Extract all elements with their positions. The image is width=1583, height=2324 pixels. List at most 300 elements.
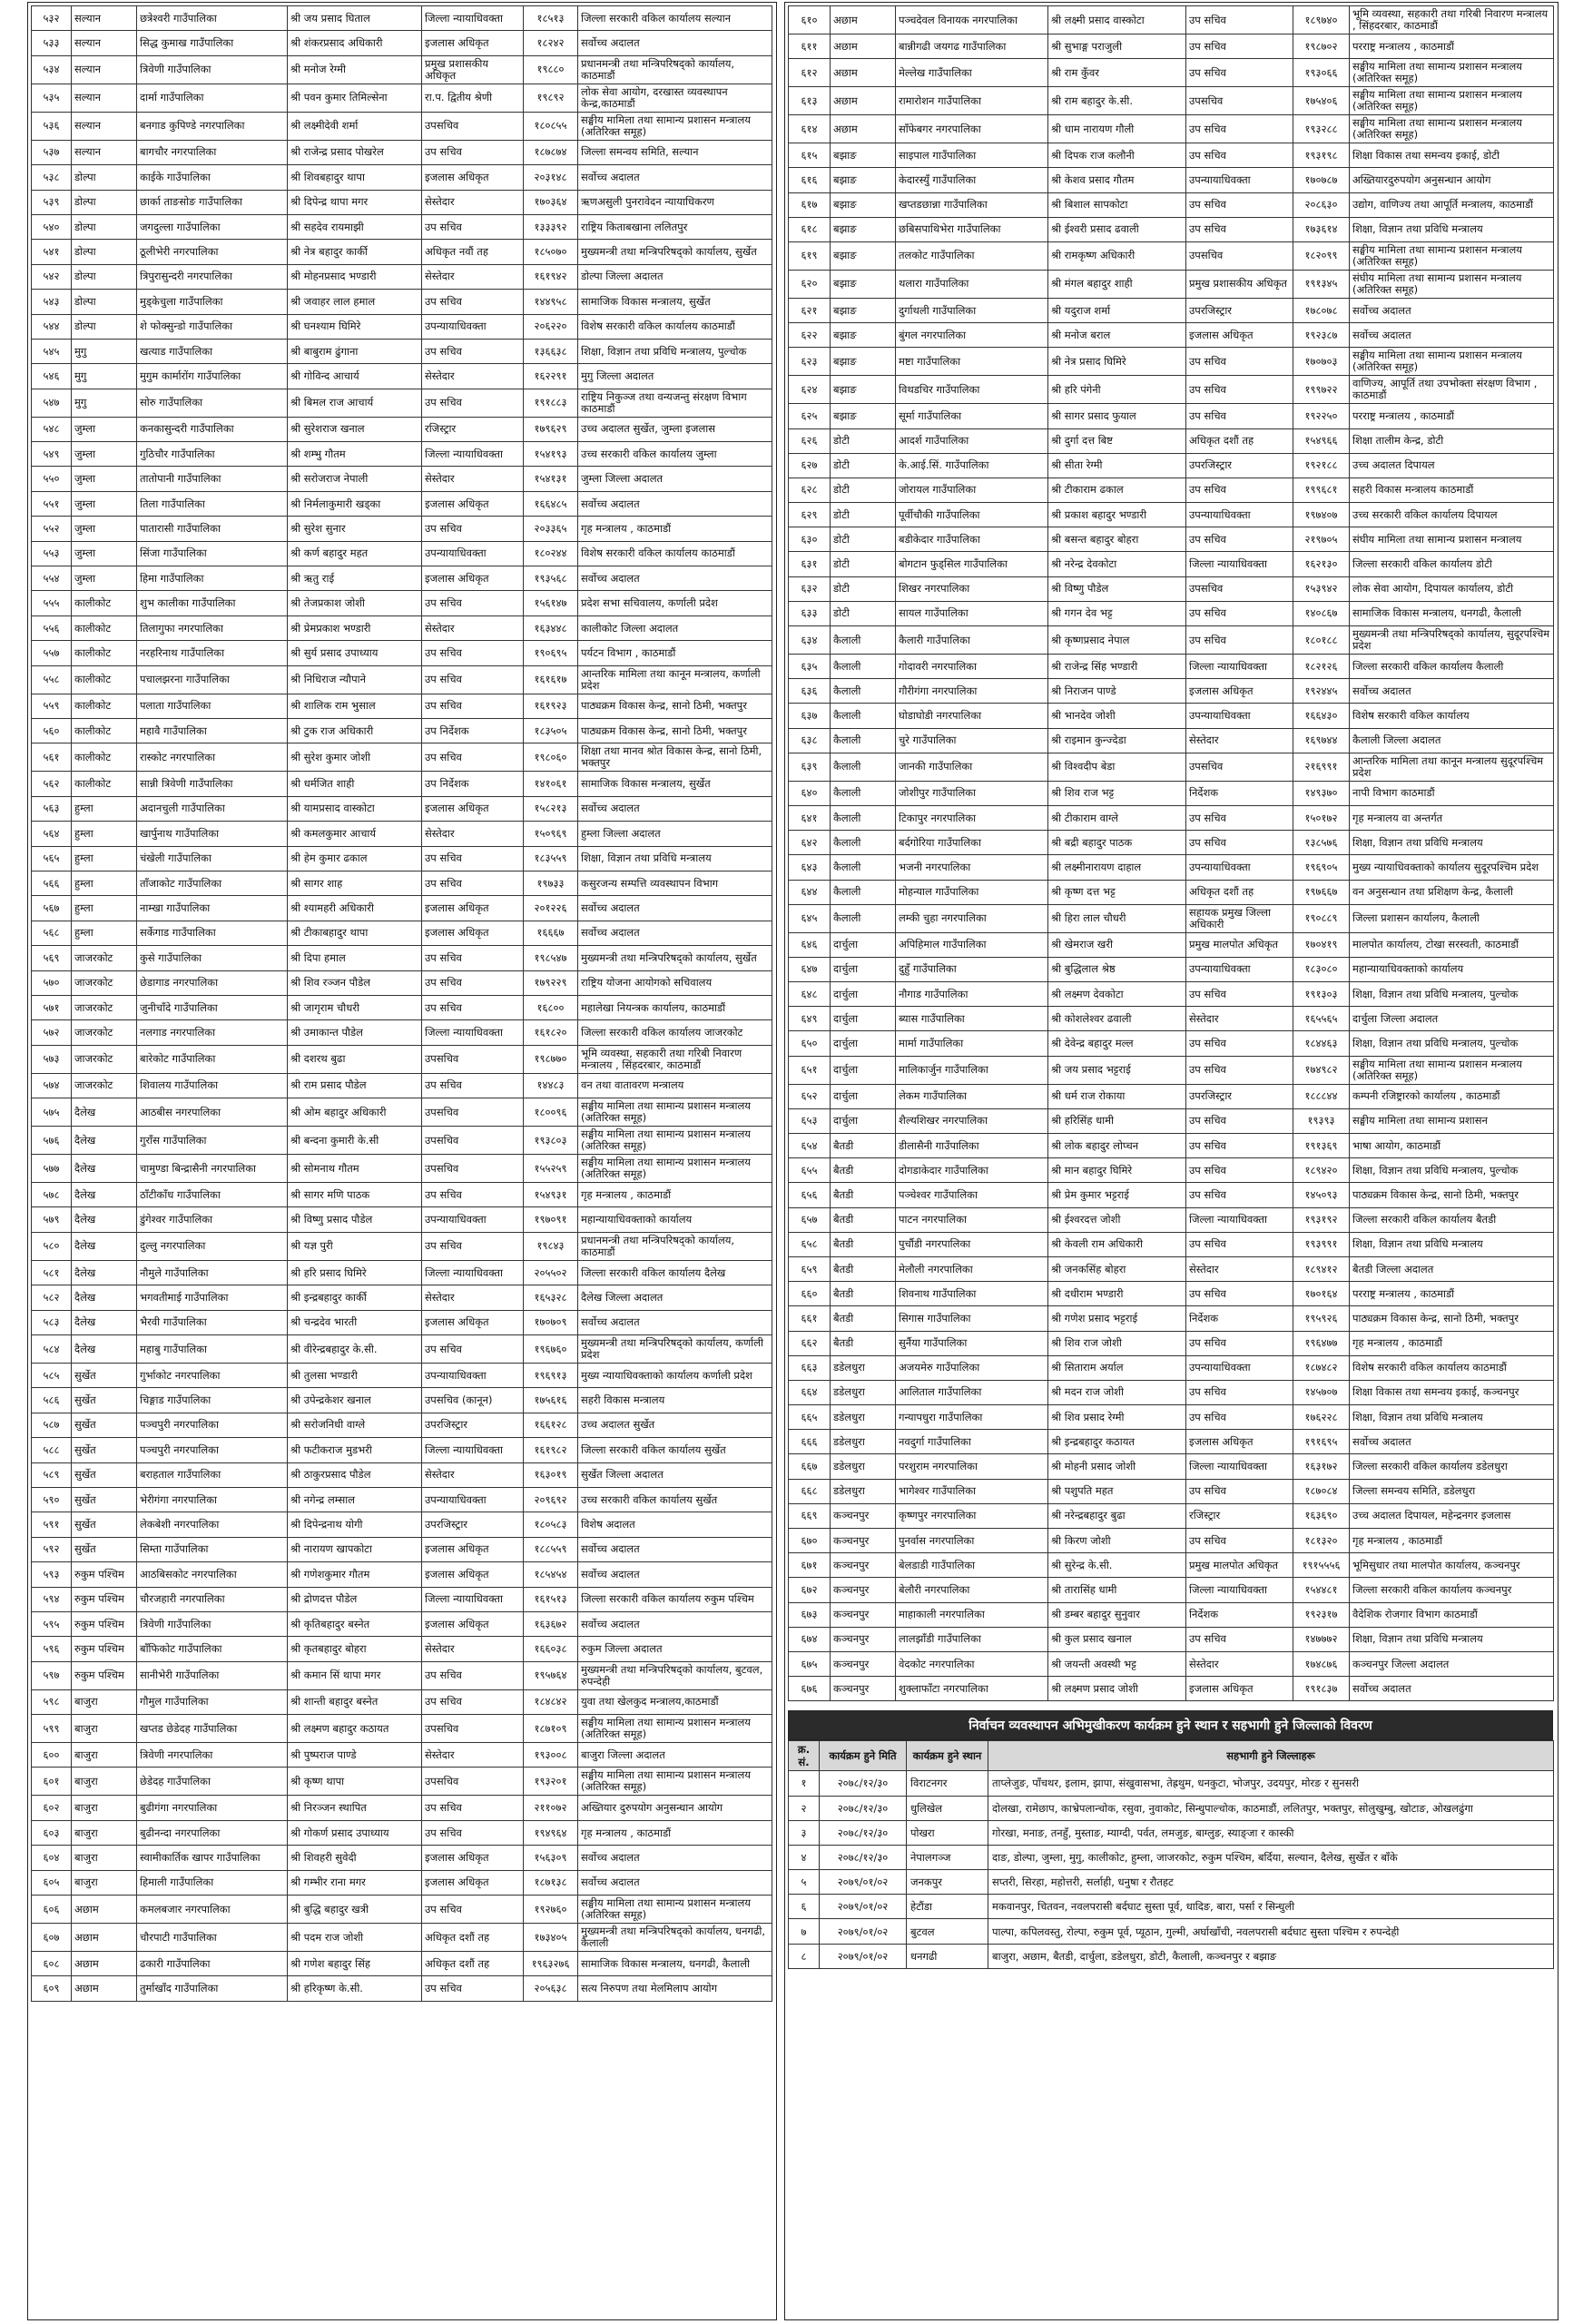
- serial-number-cell: ५६१: [32, 743, 72, 772]
- municipality-cell: लेकबेशी नगरपालिका: [137, 1512, 288, 1537]
- designation-cell: उप सचिव: [1186, 1282, 1293, 1306]
- office-cell: वाणिज्य, आपूर्ति तथा उपभोक्ता संरक्षण विभाग , काठमाडौं: [1350, 376, 1554, 404]
- municipality-cell: बाँफिकोट गाउँपालिका: [137, 1637, 288, 1661]
- serial-number-cell: ५७७: [32, 1155, 72, 1183]
- table-row: [32, 1661, 772, 1689]
- designation-cell: उप सचिव: [1186, 1529, 1293, 1553]
- serial-number-cell: ६६२: [789, 1331, 831, 1355]
- code-cell: १८७८७४: [524, 140, 578, 164]
- office-cell: वन अनुसन्धान तथा प्रशिक्षण केन्द्र, कैलाली: [1350, 880, 1554, 904]
- official-name-cell: श्री बुद्धिलाल श्रेष्ठ: [1048, 957, 1186, 981]
- office-cell: महालेखा नियन्त्रक कार्यालय, काठमाडौं: [578, 995, 772, 1019]
- district-cell: बैतडी: [831, 1256, 896, 1281]
- municipality-cell: जुनीचाँदे गाउँपालिका: [137, 995, 288, 1019]
- serial-number-cell: ५३४: [32, 55, 72, 84]
- code-cell: १९३९३: [1293, 1108, 1350, 1133]
- municipality-cell: डुंगेश्वर गाउँपालिका: [137, 1207, 288, 1232]
- district-cell: जाजरकोट: [72, 995, 137, 1019]
- municipality-cell: मष्टा गाउँपालिका: [896, 348, 1048, 376]
- serial-number-cell: ६६६: [789, 1430, 831, 1454]
- code-cell: १५०९६९: [524, 822, 578, 846]
- office-cell: शिक्षा, विज्ञान तथा प्रविधि मन्त्रालय: [1350, 217, 1554, 241]
- district-cell: दार्चुला: [831, 1108, 896, 1133]
- table-row: [32, 31, 772, 55]
- table-row: [32, 772, 772, 796]
- serial-number-cell: ५८०: [32, 1232, 72, 1260]
- summary-districts-cell: सप्तरी, सिरहा, महोत्तरी, सर्लाही, धनुषा र रौतहट: [988, 1870, 1554, 1895]
- code-cell: १६५३२८: [524, 1285, 578, 1310]
- municipality-cell: भजनी नगरपालिका: [896, 855, 1048, 880]
- municipality-cell: सर्केगाड गाउँपालिका: [137, 921, 288, 945]
- code-cell: १८७१३८: [524, 1870, 578, 1895]
- summary-districts-cell: दाङ, डोल्पा, जुम्ला, मुगु, कालीकोट, हुम्ला, जाजरकोट, रुकुम पश्चिम, बर्दिया, सल्यान, दैलेख, सुर्खेत र बाँके: [988, 1845, 1554, 1869]
- official-name-cell: श्री केवली राम अधिकारी: [1048, 1232, 1186, 1256]
- district-cell: हुम्ला: [72, 822, 137, 846]
- code-cell: १६२२९१: [524, 364, 578, 389]
- district-cell: कञ्चनपुर: [831, 1553, 896, 1578]
- municipality-cell: जानकी गाउँपालिका: [896, 753, 1048, 781]
- summary-sn-cell: ८: [789, 1944, 820, 1968]
- office-cell: सङ्घीय मामिला तथा सामान्य प्रशासन मन्त्रालय (अतिरिक्त समूह): [578, 1155, 772, 1183]
- serial-number-cell: ६५७: [789, 1207, 831, 1232]
- municipality-cell: आठबिसकोट नगरपालिका: [137, 1562, 288, 1587]
- summary-districts-cell: मकवानपुर, चितवन, नवलपरासी बर्दघाट सुस्ता पूर्व, धादिङ, बारा, पर्सा र सिन्धुली: [988, 1895, 1554, 1919]
- office-cell: गृह मन्त्रालय , काठमाडौं: [578, 1183, 772, 1207]
- code-cell: १६१५१३: [524, 1587, 578, 1611]
- table-row: [32, 1796, 772, 1820]
- district-cell: जुम्ला: [72, 467, 137, 491]
- summary-sn-cell: ३: [789, 1820, 820, 1845]
- municipality-cell: पूर्वीचौकी गाउँपालिका: [896, 503, 1048, 527]
- table-row: [789, 753, 1554, 781]
- municipality-cell: शिवालय गाउँपालिका: [137, 1073, 288, 1098]
- table-row: [32, 314, 772, 339]
- serial-number-cell: ६२२: [789, 323, 831, 348]
- municipality-cell: अदानचुली गाउँपालिका: [137, 796, 288, 821]
- designation-cell: उप सचिव: [1186, 376, 1293, 404]
- serial-number-cell: ५५३: [32, 541, 72, 566]
- district-cell: बझाङ: [831, 376, 896, 404]
- official-name-cell: श्री बिशाल सापकोटा: [1048, 192, 1186, 217]
- district-cell: कैलाली: [831, 753, 896, 781]
- table-row: [32, 1820, 772, 1845]
- designation-cell: उप सचिव: [1186, 1134, 1293, 1158]
- office-cell: शिक्षा, विज्ञान तथा प्रविधि मन्त्रालय: [578, 846, 772, 871]
- designation-cell: निर्देशक: [1186, 1306, 1293, 1331]
- municipality-cell: ब्यास गाउँपालिका: [896, 1007, 1048, 1031]
- designation-cell: इजलास अधिकृत: [1186, 323, 1293, 348]
- code-cell: १९८७७०: [524, 1045, 578, 1073]
- office-cell: सङ्घीय मामिला तथा सामान्य प्रशासन मन्त्रालय (अतिरिक्त समूह): [578, 1715, 772, 1743]
- serial-number-cell: ६१३: [789, 87, 831, 115]
- office-cell: मुख्यमन्त्री तथा मन्त्रिपरिषद्को कार्यालय, सुर्खेत: [578, 946, 772, 970]
- designation-cell: इजलास अधिकृत: [422, 491, 524, 516]
- serial-number-cell: ६४६: [789, 932, 831, 957]
- official-name-cell: श्री लक्ष्मी प्रसाद वास्कोटा: [1048, 6, 1186, 34]
- designation-cell: उप सचिव: [422, 517, 524, 541]
- municipality-cell: लेकम गाउँपालिका: [896, 1084, 1048, 1108]
- official-name-cell: श्री देवेन्द्र बहादुर मल्ल: [1048, 1031, 1186, 1056]
- district-cell: दार्चुला: [831, 1084, 896, 1108]
- official-name-cell: श्री सीता रेग्मी: [1048, 453, 1186, 478]
- code-cell: १८५०७०: [524, 240, 578, 264]
- district-cell: कालीकोट: [72, 772, 137, 796]
- office-cell: दैलेख जिल्ला अदालत: [578, 1285, 772, 1310]
- district-cell: दार्चुला: [831, 1031, 896, 1056]
- municipality-cell: कैलारी गाउँपालिका: [896, 626, 1048, 655]
- summary-header-row: [789, 1741, 1554, 1771]
- serial-number-cell: ५८५: [32, 1364, 72, 1388]
- code-cell: १८४४६३: [1293, 1031, 1350, 1056]
- official-name-cell: श्री पवन कुमार तिमिल्सेना: [288, 84, 422, 112]
- office-cell: सङ्घीय मामिला तथा सामान्य प्रशासन मन्त्रालय (अतिरिक्त समूह): [578, 1768, 772, 1796]
- office-cell: राष्ट्रिय किताबखाना ललितपुर: [578, 214, 772, 239]
- designation-cell: इजलास अधिकृत: [422, 1611, 524, 1636]
- designation-cell: सेस्तेदार: [422, 1743, 524, 1768]
- official-name-cell: श्री गणेश प्रसाद भट्टराई: [1048, 1306, 1186, 1331]
- designation-cell: उपरजिस्ट्रार: [422, 1512, 524, 1537]
- municipality-cell: आलिताल गाउँपालिका: [896, 1380, 1048, 1404]
- serial-number-cell: ६३६: [789, 679, 831, 704]
- district-cell: सल्यान: [72, 6, 137, 31]
- table-row: [789, 376, 1554, 404]
- table-row: [789, 679, 1554, 704]
- summary-districts-cell: बाजुरा, अछाम, बैतडी, दार्चुला, डडेलधुरा, डोटी, कैलाली, कञ्चनपुर र बझाङ: [988, 1944, 1554, 1968]
- serial-number-cell: ५७१: [32, 995, 72, 1019]
- table-row: [32, 1155, 772, 1183]
- designation-cell: उपसचिव: [422, 1155, 524, 1183]
- table-row: [789, 1553, 1554, 1578]
- district-cell: बाजुरा: [72, 1743, 137, 1768]
- code-cell: १९१३०३: [1293, 982, 1350, 1007]
- official-name-cell: श्री केशव प्रसाद गौतम: [1048, 168, 1186, 192]
- code-cell: १६८००: [524, 995, 578, 1019]
- designation-cell: उपन्यायाधिवक्ता: [422, 1487, 524, 1512]
- table-row: [32, 1689, 772, 1714]
- designation-cell: उपसचिव: [422, 1127, 524, 1155]
- code-cell: १५४४८१: [1293, 1578, 1350, 1602]
- designation-cell: अधिकृत नवौं तह: [422, 240, 524, 264]
- code-cell: १५४९३१: [524, 1183, 578, 1207]
- serial-number-cell: ५३७: [32, 140, 72, 164]
- code-cell: १७९२२९: [524, 970, 578, 995]
- table-row: [32, 846, 772, 871]
- serial-number-cell: ६४७: [789, 957, 831, 981]
- code-cell: १६६०३८: [524, 1637, 578, 1661]
- designation-cell: उप सचिव: [1186, 217, 1293, 241]
- municipality-cell: परशुराम नगरपालिका: [896, 1454, 1048, 1479]
- official-name-cell: श्री निधिराज न्यौपाने: [288, 665, 422, 694]
- official-name-cell: श्री मोहनप्रसाद भण्डारी: [288, 264, 422, 289]
- office-cell: भूमि व्यवस्था, सहकारी तथा गरिबी निवारण मन्त्रालय , सिंहदरबार, काठमाडौं: [1350, 6, 1554, 34]
- table-row: [32, 190, 772, 214]
- district-cell: दैलेख: [72, 1260, 137, 1285]
- official-name-cell: श्री प्रेमप्रकाश भण्डारी: [288, 615, 422, 640]
- designation-cell: उप सचिव: [422, 1820, 524, 1845]
- serial-number-cell: ६६९: [789, 1503, 831, 1528]
- table-row: [789, 453, 1554, 478]
- official-name-cell: श्री गगन देव भट्ट: [1048, 601, 1186, 625]
- municipality-cell: सिद्ध कुमाख गाउँपालिका: [137, 31, 288, 55]
- office-cell: ऋणअसुली पुनरावेदन न्यायाधिकरण: [578, 190, 772, 214]
- table-row: [789, 1007, 1554, 1031]
- office-cell: सर्वोच्च अदालत: [578, 796, 772, 821]
- office-cell: सर्वोच्च अदालत: [578, 1537, 772, 1561]
- code-cell: १९३१९८: [1293, 143, 1350, 168]
- official-name-cell: श्री बाबुराम ढुंगाना: [288, 339, 422, 363]
- official-name-cell: श्री जयन्ती अवस्थी भट्ट: [1048, 1651, 1186, 1676]
- official-name-cell: श्री जय प्रसाद भट्टराई: [1048, 1056, 1186, 1084]
- district-cell: डोटी: [831, 428, 896, 453]
- municipality-cell: माहाकाली नगरपालिका: [896, 1602, 1048, 1627]
- district-cell: दार्चुला: [831, 1007, 896, 1031]
- municipality-cell: तिला गाउँपालिका: [137, 491, 288, 516]
- office-cell: जिल्ला सरकारी वकिल कार्यालय जाजरकोट: [578, 1020, 772, 1045]
- office-cell: बैतडी जिल्ला अदालत: [1350, 1256, 1554, 1281]
- district-cell: डोल्पा: [72, 290, 137, 314]
- designation-cell: उप सचिव: [422, 214, 524, 239]
- official-name-cell: श्री नगेन्द्र लम्साल: [288, 1487, 422, 1512]
- office-cell: उच्च अदालत सुर्खेत: [578, 1413, 772, 1437]
- code-cell: १५४९६६: [1293, 428, 1350, 453]
- municipality-cell: बराहताल गाउँपालिका: [137, 1462, 288, 1487]
- code-cell: १७०७८७: [1293, 168, 1350, 192]
- code-cell: १७०४१९: [1293, 932, 1350, 957]
- serial-number-cell: ६४२: [789, 831, 831, 855]
- table-row: [32, 6, 772, 31]
- district-cell: जुम्ला: [72, 417, 137, 441]
- table-row: [789, 1578, 1554, 1602]
- code-cell: १५३९४२: [1293, 576, 1350, 601]
- municipality-cell: बेलौरी नगरपालिका: [896, 1578, 1048, 1602]
- district-cell: डडेलधुरा: [831, 1454, 896, 1479]
- district-cell: जुम्ला: [72, 541, 137, 566]
- office-cell: मुख्यमन्त्री तथा मन्त्रिपरिषद्को कार्यालय, सुर्खेत: [578, 240, 772, 264]
- district-cell: सल्यान: [72, 84, 137, 112]
- designation-cell: सेस्तेदार: [422, 1285, 524, 1310]
- municipality-cell: सिगास गाउँपालिका: [896, 1306, 1048, 1331]
- official-name-cell: श्री सुरेश सुनार: [288, 517, 422, 541]
- official-name-cell: श्री मनोज रेग्मी: [288, 55, 422, 84]
- serial-number-cell: ५५८: [32, 665, 72, 694]
- table-row: [789, 1627, 1554, 1651]
- table-row: [32, 240, 772, 264]
- code-cell: १६६४८५: [524, 491, 578, 516]
- district-cell: डडेलधुरा: [831, 1479, 896, 1503]
- serial-number-cell: ५६२: [32, 772, 72, 796]
- code-cell: १९८७०२: [1293, 34, 1350, 59]
- district-cell: कैलाली: [831, 655, 896, 679]
- office-cell: उच्च सरकारी वकिल कार्यालय जुम्ला: [578, 442, 772, 467]
- official-name-cell: श्री कमलकुमार आचार्य: [288, 822, 422, 846]
- serial-number-cell: ५३२: [32, 6, 72, 31]
- designation-cell: इजलास अधिकृत: [1186, 1677, 1293, 1701]
- designation-cell: उप सचिव: [1186, 192, 1293, 217]
- district-cell: दैलेख: [72, 1127, 137, 1155]
- official-name-cell: श्री दिपक राज कलौनी: [1048, 143, 1186, 168]
- district-cell: सुर्खेत: [72, 1462, 137, 1487]
- designation-cell: उप सचिव: [1186, 831, 1293, 855]
- official-name-cell: श्री हरि पंगेनी: [1048, 376, 1186, 404]
- municipality-cell: पलाता गाउँपालिका: [137, 694, 288, 718]
- office-cell: सामाजिक विकास मन्त्रालय, धनगढी, कैलाली: [1350, 601, 1554, 625]
- municipality-cell: बनगाड कुपिण्डे नगरपालिका: [137, 112, 288, 140]
- code-cell: १९५९२६: [1293, 1306, 1350, 1331]
- code-cell: १८०२४४: [524, 541, 578, 566]
- official-name-cell: श्री प्रकाश बहादुर भण्डारी: [1048, 503, 1186, 527]
- office-cell: जिल्ला सरकारी वकिल कार्यालय कैलाली: [1350, 655, 1554, 679]
- official-name-cell: श्री सुर्य प्रसाद उपाध्याय: [288, 641, 422, 665]
- municipality-cell: जोरायल गाउँपालिका: [896, 478, 1048, 502]
- municipality-cell: भेरीगंगा नगरपालिका: [137, 1487, 288, 1512]
- designation-cell: सेस्तेदार: [422, 190, 524, 214]
- municipality-cell: पञ्चपुरी नगरपालिका: [137, 1438, 288, 1462]
- official-name-cell: श्री राम बहादुर के.सी.: [1048, 87, 1186, 115]
- table-row: [32, 641, 772, 665]
- district-cell: बझाङ: [831, 404, 896, 428]
- serial-number-cell: ५७८: [32, 1183, 72, 1207]
- municipality-cell: गन्यापधुरा गाउँपालिका: [896, 1405, 1048, 1430]
- district-cell: कैलाली: [831, 728, 896, 753]
- summary-districts-cell: गोरखा, मनाङ, तनहुँ, मुस्ताङ, म्याग्दी, पर्वत, लमजुङ, बाग्लुङ, स्याङ्जा र कास्की: [988, 1820, 1554, 1845]
- official-name-cell: श्री राम कुँवर: [1048, 59, 1186, 87]
- designation-cell: उपरजिस्ट्रार: [422, 1413, 524, 1437]
- municipality-cell: पञ्चेश्वर गाउँपालिका: [896, 1183, 1048, 1207]
- municipality-cell: घोडाघोडी नगरपालिका: [896, 704, 1048, 728]
- municipality-cell: सुर्नैया गाउँपालिका: [896, 1331, 1048, 1355]
- official-name-cell: श्री फटीकराज मुडभरी: [288, 1438, 422, 1462]
- district-cell: कञ्चनपुर: [831, 1578, 896, 1602]
- official-name-cell: श्री सरोजराज नेपाली: [288, 467, 422, 491]
- code-cell: १९३०६६: [1293, 59, 1350, 87]
- official-name-cell: श्री मंगल बहादुर शाही: [1048, 270, 1186, 298]
- office-cell: पर्यटन विभाग , काठमाडौं: [578, 641, 772, 665]
- district-cell: जुम्ला: [72, 566, 137, 591]
- municipality-cell: सिम्ता गाउँपालिका: [137, 1537, 288, 1561]
- serial-number-cell: ६२८: [789, 478, 831, 502]
- municipality-cell: तातोपानी गाउँपालिका: [137, 467, 288, 491]
- municipality-cell: मुगुम कार्मारोंग गाउँपालिका: [137, 364, 288, 389]
- table-row: [789, 1405, 1554, 1430]
- office-cell: पाठ्यक्रम विकास केन्द्र, सानो ठिमी, भक्तपुर: [578, 718, 772, 743]
- serial-number-cell: ५७०: [32, 970, 72, 995]
- official-name-cell: श्री चन्द्रदेव भारती: [288, 1310, 422, 1334]
- official-name-cell: श्री दिपा हमाल: [288, 946, 422, 970]
- official-name-cell: श्री शिव रञ्जन पौडेल: [288, 970, 422, 995]
- municipality-cell: सोरु गाउँपालिका: [137, 389, 288, 417]
- serial-number-cell: ६५६: [789, 1183, 831, 1207]
- serial-number-cell: ६३१: [789, 552, 831, 576]
- municipality-cell: छबिसपाथिभेरा गाउँपालिका: [896, 217, 1048, 241]
- summary-row: [789, 1845, 1554, 1869]
- table-row: [32, 442, 772, 467]
- serial-number-cell: ६३२: [789, 576, 831, 601]
- designation-cell: उप सचिव: [422, 846, 524, 871]
- official-name-cell: श्री हिरा लाल चौधरी: [1048, 904, 1186, 932]
- designation-cell: उप सचिव: [422, 641, 524, 665]
- official-name-cell: श्री शिवहरी सुवेदी: [288, 1846, 422, 1870]
- designation-cell: उप सचिव: [422, 389, 524, 417]
- table-row: [32, 1611, 772, 1636]
- district-cell: बैतडी: [831, 1158, 896, 1183]
- official-name-cell: श्री कृष्ण थापा: [288, 1768, 422, 1796]
- district-cell: जुम्ला: [72, 491, 137, 516]
- office-cell: पाठ्यक्रम विकास केन्द्र, सानो ठिमी, भक्तपुर: [578, 694, 772, 718]
- official-name-cell: श्री यज्ञ पुरी: [288, 1232, 422, 1260]
- serial-number-cell: ६७४: [789, 1627, 831, 1651]
- code-cell: १७९६२९: [524, 417, 578, 441]
- serial-number-cell: ५९६: [32, 1637, 72, 1661]
- office-cell: अख्तियारदुरुपयोग अनुसन्धान आयोग: [1350, 168, 1554, 192]
- official-name-cell: श्री पुष्पराज पाण्डे: [288, 1743, 422, 1768]
- office-cell: गृह मन्त्रालय , काठमाडौं: [578, 1820, 772, 1845]
- district-cell: कालीकोट: [72, 665, 137, 694]
- office-cell: सर्वोच्च अदालत: [578, 1310, 772, 1334]
- official-name-cell: श्री खेमराज खरी: [1048, 932, 1186, 957]
- official-name-cell: श्री उपेन्द्रकेशर खनाल: [288, 1388, 422, 1413]
- official-name-cell: श्री नेत्र बहादुर कार्की: [288, 240, 422, 264]
- table-row: [789, 1306, 1554, 1331]
- official-name-cell: श्री श्यामहरी अधिकारी: [288, 896, 422, 921]
- code-cell: २०५६३८: [524, 1976, 578, 2001]
- code-cell: १८८८४४: [1293, 1084, 1350, 1108]
- district-cell: दैलेख: [72, 1285, 137, 1310]
- official-name-cell: श्री सुभाङ्ग पराजुली: [1048, 34, 1186, 59]
- municipality-cell: बेलडाडी गाउँपालिका: [896, 1553, 1048, 1578]
- table-row: [789, 655, 1554, 679]
- official-name-cell: श्री सागर शाह: [288, 871, 422, 895]
- district-cell: जाजरकोट: [72, 1073, 137, 1098]
- serial-number-cell: ६५९: [789, 1256, 831, 1281]
- municipality-cell: आठबीस नगरपालिका: [137, 1098, 288, 1127]
- serial-number-cell: ५४८: [32, 417, 72, 441]
- serial-number-cell: ६५२: [789, 1084, 831, 1108]
- district-cell: सुर्खेत: [72, 1413, 137, 1437]
- municipality-cell: नौमुले गाउँपालिका: [137, 1260, 288, 1285]
- code-cell: १५४१९३: [524, 442, 578, 467]
- table-row: [32, 1768, 772, 1796]
- municipality-cell: अपिहिमाल गाउँपालिका: [896, 932, 1048, 957]
- office-cell: राष्ट्रिय योजना आयोगको सचिवालय: [578, 970, 772, 995]
- table-row: [789, 1454, 1554, 1479]
- district-cell: जुम्ला: [72, 517, 137, 541]
- table-row: [789, 1331, 1554, 1355]
- code-cell: १४४८३: [524, 1073, 578, 1098]
- district-cell: डोटी: [831, 478, 896, 502]
- official-name-cell: श्री राजेन्द्र प्रसाद पोखरेल: [288, 140, 422, 164]
- district-cell: जाजरकोट: [72, 1020, 137, 1045]
- office-cell: सर्वोच्च अदालत: [1350, 1677, 1554, 1701]
- municipality-cell: दोगडाकेदार गाउँपालिका: [896, 1158, 1048, 1183]
- designation-cell: जिल्ला न्यायाधिवक्ता: [422, 6, 524, 31]
- summary-date-cell: २०७८/१२/३०: [820, 1845, 907, 1869]
- table-row: [789, 192, 1554, 217]
- summary-venue-cell: नेपालगञ्ज: [907, 1845, 988, 1869]
- office-cell: भूमि व्यवस्था, सहकारी तथा गरिबी निवारण मन्त्रालय , सिंहदरबार, काठमाडौं: [578, 1045, 772, 1073]
- official-name-cell: श्री धाम नारायण गौली: [1048, 115, 1186, 143]
- municipality-cell: मेल्लेख गाउँपालिका: [896, 59, 1048, 87]
- office-cell: उच्च सरकारी वकिल कार्यालय सुर्खेत: [578, 1487, 772, 1512]
- code-cell: १९३००८: [524, 1743, 578, 1768]
- serial-number-cell: ५३९: [32, 190, 72, 214]
- table-row: [32, 1020, 772, 1045]
- district-cell: डोटी: [831, 552, 896, 576]
- table-row: [32, 896, 772, 921]
- serial-number-cell: ५९४: [32, 1587, 72, 1611]
- serial-number-cell: ६११: [789, 34, 831, 59]
- table-row: [32, 1260, 772, 1285]
- serial-number-cell: ६५४: [789, 1134, 831, 1158]
